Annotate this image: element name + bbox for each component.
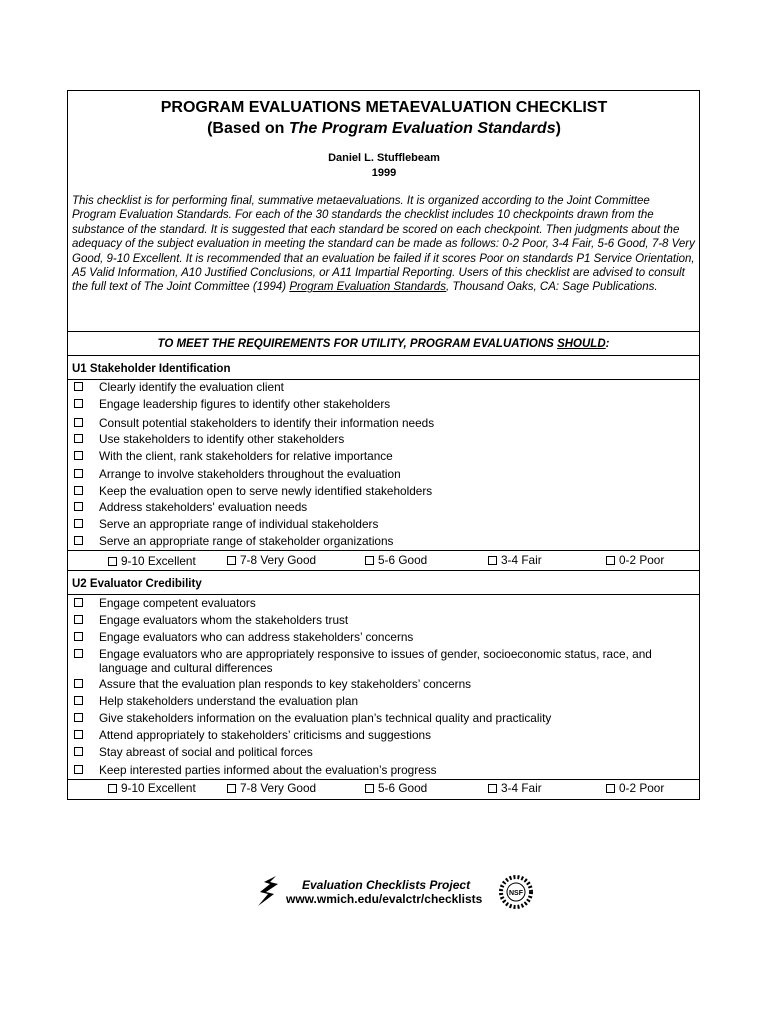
rating-label: 0-2 Poor [619,781,665,795]
checkbox[interactable] [74,632,83,641]
utility-underlined: SHOULD [557,338,606,350]
checkbox[interactable] [74,730,83,739]
checkbox[interactable] [74,679,83,688]
checkbox[interactable] [488,556,497,565]
checkbox[interactable] [606,784,615,793]
divider [67,570,700,571]
checklist-item-label: Serve an appropriate range of stakeholder organizations [99,534,394,548]
rating-label: 5-6 Good [378,553,428,567]
author-name: Daniel L. Stufflebeam [328,152,440,164]
rating-option[interactable] [108,554,196,568]
rating-row-u1 [67,552,700,570]
checkbox[interactable] [365,556,374,565]
checklist-item-label: Attend appropriately to stakeholders’ criticisms and suggestions [99,728,432,742]
checkbox[interactable] [74,519,83,528]
intro-paragraph [72,194,697,295]
divider [67,550,700,551]
rating-option[interactable] [488,781,542,795]
intro-text: This checklist is for performing final, summative metaevaluations. It is organized according to the Joint Committee Program Evaluation Standards. For each of the 30 standards the checklist includes 10 checkpoints drawn from the substance of the standard. It is suggested that each standard be scored on each checkpoint. Then judgments about the adequacy of the subject evaluation in meeting the standard can be made as follows: 0-2 Poor, 3-4 Fair, 5-6 Good, 7-8 Very Good, 9-10 Excellent. It is recommended that an evaluation be failed if it scores Poor on standards P1 Service Orientation, A5 Valid Information, A10 Justified Conclusions, or A11 Impartial Reporting. Users of this checklist are advised to consult the full text of The Joint Committee (1994) [72,195,695,294]
rating-label: 5-6 Good [378,781,428,795]
rating-row-u2 [67,780,700,798]
checkbox[interactable] [74,615,83,624]
checkbox[interactable] [606,556,615,565]
rating-label: 9-10 Excellent [121,554,196,568]
rating-option[interactable] [365,781,427,795]
checklist-item-label: Help stakeholders understand the evaluation plan [99,694,359,708]
checkbox[interactable] [227,556,236,565]
section-title-u1: U1 Stakeholder Identification [72,363,231,375]
checkbox[interactable] [74,747,83,756]
rating-label: 3-4 Fair [501,553,542,567]
checkbox[interactable] [74,649,83,658]
checkbox[interactable] [488,784,497,793]
divider [67,355,700,356]
checklist-item-label: Engage leadership figures to identify other stakeholders [99,397,391,411]
checkbox[interactable] [74,765,83,774]
checklist-item-label: Keep interested parties informed about the evaluation’s progress [99,763,437,777]
checkbox[interactable] [74,598,83,607]
checkbox[interactable] [74,418,83,427]
rating-label: 3-4 Fair [501,781,542,795]
rating-label: 0-2 Poor [619,553,665,567]
subtitle-prefix: (Based on [207,120,289,137]
checklist-item-label: Assure that the evaluation plan responds to key stakeholders’ concerns [99,677,472,691]
rating-label: 9-10 Excellent [121,781,196,795]
rating-option[interactable] [108,781,196,795]
publication-year: 1999 [371,167,397,179]
rating-option[interactable] [488,553,542,567]
checkbox[interactable] [74,434,83,443]
wmich-logo-icon [256,872,286,912]
checklist-item-label: Serve an appropriate range of individual stakeholders [99,517,379,531]
document-subtitle [0,119,768,139]
utility-prefix: TO MEET THE REQUIREMENTS FOR UTILITY, PROGRAM EVALUATIONS [157,338,558,350]
checklist-item-label: Address stakeholders' evaluation needs [99,500,308,514]
checkbox[interactable] [74,486,83,495]
document-title: PROGRAM EVALUATIONS METAEVALUATION CHECKLIST [160,99,608,116]
checklist-item-label: With the client, rank stakeholders for relative importance [99,449,393,463]
intro-underlined: Program Evaluation Standards [289,281,446,294]
utility-heading [67,337,700,351]
rating-label: 7-8 Very Good [240,781,317,795]
rating-option[interactable] [365,553,427,567]
checkbox[interactable] [227,784,236,793]
rating-label: 7-8 Very Good [240,553,317,567]
checklist-item-label: Engage evaluators who can address stakeholders’ concerns [99,630,414,644]
checkbox[interactable] [74,399,83,408]
checkbox[interactable] [74,536,83,545]
checklist-item-label: Engage evaluators whom the stakeholders trust [99,613,349,627]
checkbox[interactable] [74,696,83,705]
utility-suffix: : [605,338,610,350]
checklist-item-label: Keep the evaluation open to serve newly identified stakeholders [99,484,433,498]
checkbox[interactable] [74,713,83,722]
checkbox[interactable] [74,502,83,511]
checkbox[interactable] [74,382,83,391]
checklist-item-label: Engage competent evaluators [99,596,256,610]
checkbox[interactable] [108,784,117,793]
checkbox[interactable] [365,784,374,793]
checkbox[interactable] [108,557,117,566]
checklist-item-label: Give stakeholders information on the evaluation plan’s technical quality and practicality [99,711,552,725]
rating-option[interactable] [606,781,664,795]
nsf-seal-icon [498,874,534,910]
rating-option[interactable] [227,781,316,795]
checkbox[interactable] [74,451,83,460]
subtitle-suffix: ) [555,120,561,137]
footer [256,872,546,912]
divider [67,594,700,595]
divider [67,331,700,332]
nsf-seal-text: NSF [509,890,523,897]
rating-option[interactable] [606,553,664,567]
checklist-item-label: Clearly identify the evaluation client [99,380,284,394]
checklist-item-label: Consult potential stakeholders to identify their information needs [99,416,435,430]
rating-option[interactable] [227,553,316,567]
subtitle-italic: The Program Evaluation Standards [288,120,556,137]
intro-end: , Thousand Oaks, CA: Sage Publications. [445,281,658,294]
checkbox[interactable] [74,469,83,478]
checklist-item-label: Use stakeholders to identify other stakeholders [99,432,345,446]
checklist-item-label: Stay abreast of social and political forces [99,745,313,759]
footer-project: Evaluation Checklists Project [302,878,471,892]
footer-url[interactable]: www.wmich.edu/evalctr/checklists [286,892,483,906]
checklist-item-label: Arrange to involve stakeholders throughout the evaluation [99,467,401,481]
section-title-u2: U2 Evaluator Credibility [72,578,202,590]
checklist-item-label: Engage evaluators who are appropriately responsive to issues of gender, socioeconomic status, race, and language and cultural differences [99,647,652,675]
